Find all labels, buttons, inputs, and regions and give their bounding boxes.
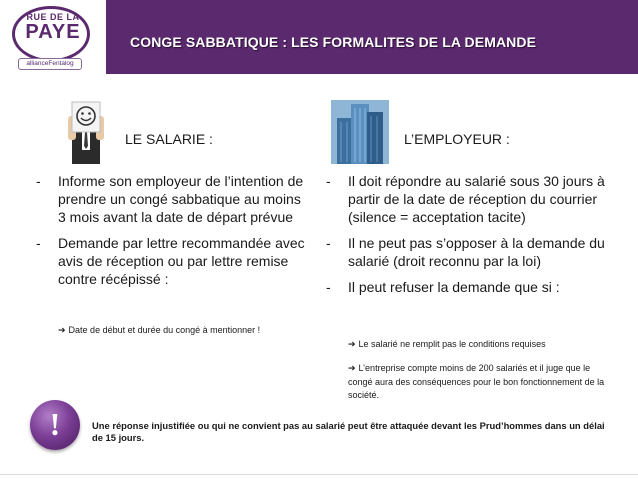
bullet-dash: - xyxy=(36,235,41,251)
arrow-icon: ➔ xyxy=(58,326,66,336)
bullet-text: Informe son employeur de l’intention de prendre un congé sabbatique au moins 3 mois avant la date de départ prévue xyxy=(58,173,304,225)
list-item xyxy=(36,172,308,226)
header-bar xyxy=(106,0,638,74)
office-buildings-icon xyxy=(331,100,389,164)
bullet-dash: - xyxy=(36,173,41,189)
bullet-dash: - xyxy=(326,279,331,295)
bullet-text: Il ne peut pas s’opposer à la demande du salarié (droit reconnu par la loi) xyxy=(348,235,605,269)
salarie-title: LE SALARIE : xyxy=(125,131,213,147)
note-text: L’entreprise compte moins de 200 salariés et il juge que le congé aura des conséquences pour le bon fonctionnement de la société. xyxy=(348,363,605,400)
list-item xyxy=(326,172,622,226)
arrow-icon: ➔ xyxy=(348,340,356,350)
list-item xyxy=(326,234,622,270)
logo-main-text: PAYE xyxy=(25,21,81,43)
logo xyxy=(0,0,106,74)
employeur-note-1 xyxy=(348,338,618,352)
bullet-text: Il peut refuser la demande que si : xyxy=(348,279,560,295)
list-item xyxy=(326,278,622,296)
warning-text: Une réponse injustifiée ou qui ne convient pas au salarié peut être attaquée devant les Prud’hommes dans un délai de 15 jours. xyxy=(92,420,605,443)
page-title: CONGE SABBATIQUE : LES FORMALITES DE LA DEMANDE xyxy=(130,34,537,50)
exclamation-mark: ! xyxy=(49,406,61,442)
salarie-note xyxy=(58,324,318,338)
employeur-title: L’EMPLOYEUR : xyxy=(404,131,510,147)
arrow-icon: ➔ xyxy=(348,364,356,374)
salarie-bullet-list xyxy=(36,172,308,296)
bullet-dash: - xyxy=(326,235,331,251)
logo-sub-text: allianceFentalog xyxy=(18,58,82,70)
bullet-text: Demande par lettre recommandée avec avis de réception ou par lettre remise contre récépissé : xyxy=(58,235,305,287)
divider xyxy=(0,474,638,475)
bullet-dash: - xyxy=(326,173,331,189)
employee-smiley-icon xyxy=(66,100,106,164)
logo-top-text: RUE DE LA xyxy=(26,12,80,22)
note-text: Le salarié ne remplit pas le conditions requises xyxy=(358,339,546,349)
bullet-text: Il doit répondre au salarié sous 30 jours à partir de la date de réception du courrier (silence = acceptation tacite) xyxy=(348,173,605,225)
employeur-note-2 xyxy=(348,362,614,402)
list-item xyxy=(36,234,308,288)
employeur-bullet-list xyxy=(326,172,622,304)
exclamation-icon xyxy=(30,400,80,450)
note-text: Date de début et durée du congé à mentionner ! xyxy=(68,325,261,335)
